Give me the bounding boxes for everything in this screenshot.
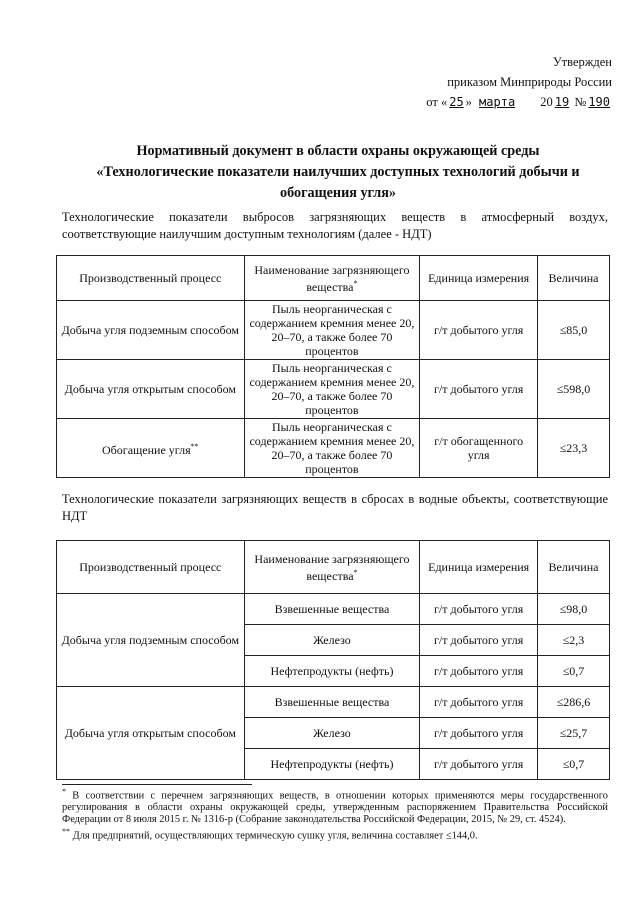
footnotes xyxy=(62,786,608,843)
approval-block xyxy=(426,52,612,112)
table-row: Добыча угля подземным способом Взвешенные вещества г/т добытого угля ≤98,0 xyxy=(57,594,610,625)
table-row: Добыча угля открытым способом Пыль неорганическая с содержанием кремния менее 20, 20–70, а также более 70 процентов г/т добытого угля ≤598,0 xyxy=(57,360,610,419)
table-row: Железо г/т добытого угля ≤25,7 xyxy=(57,718,610,749)
table-row: Нефтепродукты (нефть) г/т добытого угля ≤0,7 xyxy=(57,749,610,780)
footnote-1: * В соответствии с перечнем загрязняющих веществ, в отношении которых применяются меры государственного регулирования в области охраны окружающей среды, утвержденным распоряжением Правительства Российской Федерации от 8 июля 2015 г. № 1316-р (Собрание законодательства Российской Федерации, 2015, № 29, ст. 4524). xyxy=(62,787,608,826)
table-row: Нефтепродукты (нефть) г/т добытого угля ≤0,7 xyxy=(57,656,610,687)
table-row: Железо г/т добытого угля ≤2,3 xyxy=(57,625,610,656)
table-header-row xyxy=(57,541,610,594)
approval-line2: приказом Минприроды России xyxy=(447,75,612,89)
approval-date: от « 25 » марта 20 19 № 190 xyxy=(426,95,610,109)
footnote-2: ** Для предприятий, осуществляющих термическую сушку угля, величина составляет ≤144,0. xyxy=(62,827,478,842)
col-process: Производственный процесс xyxy=(57,256,245,301)
approval-number: 190 xyxy=(588,95,610,109)
col-process: Производственный процесс xyxy=(57,541,245,594)
table-row: Обогащение угля** Пыль неорганическая с содержанием кремния менее 20, 20–70, а также более 70 процентов г/т обогащенного угля ≤23,3 xyxy=(57,419,610,478)
table-row: Добыча угля подземным способом Пыль неорганическая с содержанием кремния менее 20, 20–70, а также более 70 процентов г/т добытого угля ≤85,0 xyxy=(57,301,610,360)
approval-year: 19 xyxy=(554,95,570,109)
approval-line1: Утвержден xyxy=(552,55,612,69)
discharges-table xyxy=(56,540,610,780)
table-header-row xyxy=(57,256,610,301)
col-pollutant: Наименование загрязняющего вещества* xyxy=(244,256,420,301)
approval-month: марта xyxy=(479,95,516,109)
footnote-divider xyxy=(62,784,252,785)
approval-day: 25 xyxy=(449,95,464,109)
col-pollutant: Наименование загрязняющего вещества* xyxy=(244,541,420,594)
document-title: Нормативный документ в области охраны окружающей среды «Технологические показатели наилучших доступных технологий добычи и обогащения угля» xyxy=(96,143,580,201)
col-value: Величина xyxy=(538,541,610,594)
emissions-intro: Технологические показатели выбросов загрязняющих веществ в атмосферный воздух, соответствующие наилучшим доступным технологиям (далее - НДТ) xyxy=(62,210,608,241)
table-row: Добыча угля открытым способом Взвешенные вещества г/т добытого угля ≤286,6 xyxy=(57,687,610,718)
col-unit: Единица измерения xyxy=(420,541,538,594)
emissions-table xyxy=(56,255,610,478)
discharges-intro: Технологические показатели загрязняющих веществ в сбросах в водные объекты, соответствующие НДТ xyxy=(62,492,608,523)
col-unit: Единица измерения xyxy=(420,256,538,301)
col-value: Величина xyxy=(538,256,610,301)
